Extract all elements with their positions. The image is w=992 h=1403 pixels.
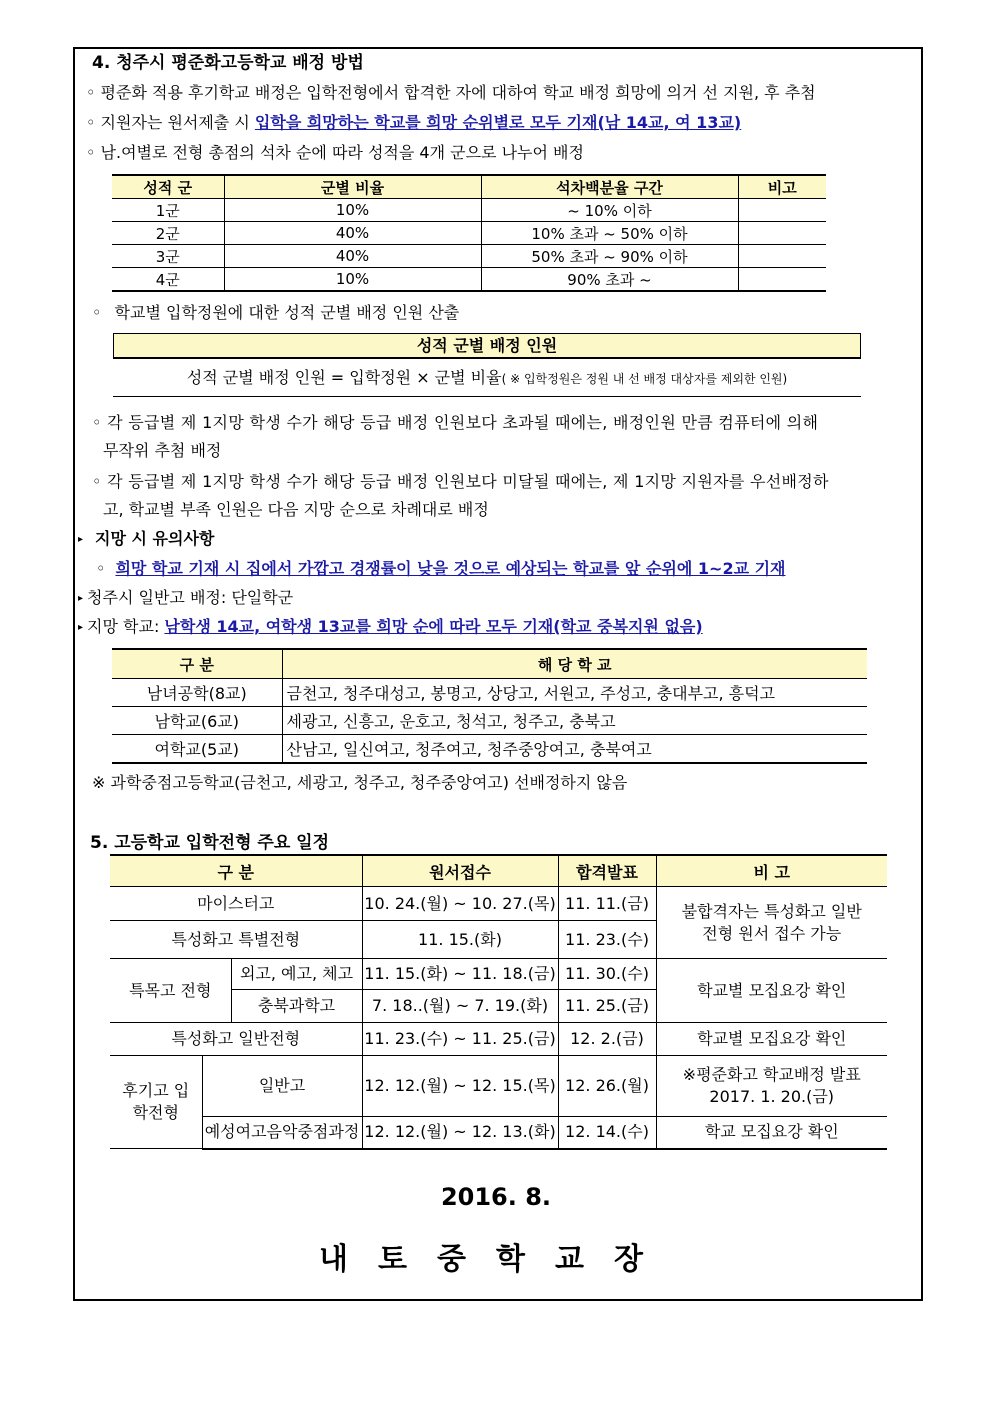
table-header-row bbox=[112, 649, 867, 679]
table-cell bbox=[738, 245, 826, 268]
formula-line bbox=[113, 359, 861, 397]
table-cell: 산남고, 일신여고, 청주여고, 청주중앙여고, 충북여고 bbox=[282, 735, 867, 764]
table-cell: 12. 12.(월) ~ 12. 13.(화) bbox=[362, 1117, 558, 1149]
triangle-bullet-icon: ▸ bbox=[78, 622, 84, 633]
table-cell: 11. 25.(금) bbox=[558, 990, 656, 1023]
excess-text-cont: 무작위 추첨 배정 bbox=[103, 441, 222, 460]
column-header: 비고 bbox=[738, 175, 826, 199]
column-header: 석차백분율 구간 bbox=[481, 175, 738, 199]
bullet-mark: ◦ bbox=[92, 472, 102, 491]
table-cell: 12. 2.(금) bbox=[558, 1023, 656, 1056]
science-note: ※ 과학중점고등학교(금천고, 세광고, 청주고, 청주중앙여고) 선배정하지 않음 bbox=[92, 773, 628, 792]
table-cell: 학교별 모집요강 확인 bbox=[656, 959, 887, 1023]
table-cell: ~ 10% 이하 bbox=[481, 199, 738, 222]
table-cell: 10% bbox=[224, 268, 481, 292]
table-cell: 90% 초과 ~ bbox=[481, 268, 738, 292]
table-row bbox=[110, 1023, 887, 1056]
bullet-line-3 bbox=[86, 142, 584, 164]
application-emphasis: 입학을 희망하는 학교를 희망 순위별로 모두 기재(남 14교, 여 13교) bbox=[254, 113, 742, 132]
table-cell bbox=[738, 199, 826, 222]
table-cell: 12. 26.(월) bbox=[558, 1056, 656, 1117]
table-row bbox=[110, 1056, 887, 1117]
table-cell: 예성여고음악중점과정 bbox=[202, 1117, 362, 1149]
caution-title: 지망 시 유의사항 bbox=[95, 529, 215, 548]
caution-heading bbox=[78, 528, 214, 551]
shortfall-text: 각 등급별 제 1지망 학생 수가 해당 등급 배정 인원보다 미달될 때에는, 제 1지망 지원자를 우선배정하 bbox=[107, 472, 829, 491]
table-cell: 금천고, 청주대성고, 봉명고, 상당고, 서원고, 주성고, 충대부고, 흥덕고 bbox=[282, 679, 867, 707]
column-header: 성적 군 bbox=[112, 175, 224, 199]
formula-title: 성적 군별 배정 인원 bbox=[113, 333, 861, 359]
bullet-line-2 bbox=[86, 112, 741, 134]
choice-text: 지망 학교: bbox=[87, 617, 165, 636]
section4-title: 4. 청주시 평준화고등학교 배정 방법 bbox=[92, 53, 364, 73]
table-header-row bbox=[112, 175, 826, 199]
table-row bbox=[112, 268, 826, 292]
table-cell: 외고, 예고, 체고 bbox=[231, 959, 362, 990]
assignment-principle-text: 평준화 적용 후기학교 배정은 입학전형에서 합격한 자에 대하여 학교 배정 희망에 의거 선 지원, 후 추첨 bbox=[100, 83, 816, 102]
table-cell: 특성화고 일반전형 bbox=[110, 1023, 362, 1056]
table-cell bbox=[738, 222, 826, 245]
column-header: 비 고 bbox=[656, 855, 887, 887]
formula-note: ( ※ 입학정원은 정원 내 선 배정 대상자를 제외한 인원) bbox=[501, 372, 788, 386]
table-cell: 남학교(6교) bbox=[112, 707, 282, 735]
table-row bbox=[110, 959, 887, 990]
shortfall-text-cont: 고, 학교별 부족 인원은 다음 지망 순으로 차례대로 배정 bbox=[103, 500, 489, 519]
column-header: 원서접수 bbox=[362, 855, 558, 887]
column-header: 해 당 학 교 bbox=[282, 649, 867, 679]
table-cell: 특성화고 특별전형 bbox=[110, 921, 362, 959]
bullet-mark: ◦ bbox=[86, 143, 96, 162]
table-cell: 7. 18..(월) ~ 7. 19.(화) bbox=[362, 990, 558, 1023]
bullet-mark: ◦ bbox=[92, 413, 102, 432]
application-text: 지원자는 원서제출 시 bbox=[100, 113, 255, 132]
table-cell: 11. 23.(수) ~ 11. 25.(금) bbox=[362, 1023, 558, 1056]
bullet-line-5 bbox=[92, 412, 818, 434]
table-cell: 11. 11.(금) bbox=[558, 887, 656, 921]
bullet-mark: ◦ bbox=[96, 559, 106, 578]
table-row bbox=[112, 222, 826, 245]
table-cell: 충북과학고 bbox=[231, 990, 362, 1023]
column-header: 합격발표 bbox=[558, 855, 656, 887]
table-cell: 10. 24.(월) ~ 10. 27.(목) bbox=[362, 887, 558, 921]
table-row bbox=[112, 245, 826, 268]
table-cell: 40% bbox=[224, 245, 481, 268]
table-cell: 3군 bbox=[112, 245, 224, 268]
table-cell: 10% 초과 ~ 50% 이하 bbox=[481, 222, 738, 245]
document-date: 2016. 8. bbox=[440, 1183, 552, 1211]
bullet-line-4 bbox=[92, 302, 459, 324]
table-header-row bbox=[110, 855, 887, 887]
bullet-line-6 bbox=[92, 471, 829, 493]
table-cell: 여학교(5교) bbox=[112, 735, 282, 764]
table-row bbox=[110, 887, 887, 921]
table-cell: 세광고, 신흥고, 운호고, 청석고, 청주고, 충북고 bbox=[282, 707, 867, 735]
grade-division-text: 남.여별로 전형 총점의 석차 순에 따라 성적을 4개 군으로 나누어 배정 bbox=[100, 143, 584, 162]
table-cell: 후기고 입학전형 bbox=[110, 1056, 202, 1149]
general-text: 청주시 일반고 배정: 단일학군 bbox=[87, 588, 294, 607]
table-cell: 학교 모집요강 확인 bbox=[656, 1117, 887, 1149]
table-cell: ※평준화고 학교배정 발표 2017. 1. 20.(금) bbox=[656, 1056, 887, 1117]
table-cell: 10% bbox=[224, 199, 481, 222]
choice-emphasis: 남학생 14교, 여학생 13교를 희망 순에 따라 모두 기재(학교 중복지원 없음) bbox=[164, 617, 703, 636]
table-cell: 마이스터고 bbox=[110, 887, 362, 921]
table-cell: 11. 23.(수) bbox=[558, 921, 656, 959]
table-cell: 12. 14.(수) bbox=[558, 1117, 656, 1149]
choice-line bbox=[78, 616, 703, 639]
table-cell: 12. 12.(월) ~ 12. 15.(목) bbox=[362, 1056, 558, 1117]
grade-group-table bbox=[112, 174, 826, 292]
table-cell: 남녀공학(8교) bbox=[112, 679, 282, 707]
table-cell: 학교별 모집요강 확인 bbox=[656, 1023, 887, 1056]
table-row bbox=[112, 735, 867, 764]
table-row bbox=[112, 707, 867, 735]
excess-text: 각 등급별 제 1지망 학생 수가 해당 등급 배정 인원보다 초과될 때에는, 배정인원 만큼 컴퓨터에 의해 bbox=[107, 413, 819, 432]
table-row bbox=[110, 1117, 887, 1149]
table-cell: 2군 bbox=[112, 222, 224, 245]
table-cell: 특목고 전형 bbox=[110, 959, 231, 1023]
table-cell: 1군 bbox=[112, 199, 224, 222]
bullet-mark: ◦ bbox=[86, 113, 96, 132]
table-cell: 11. 15.(화) ~ 11. 18.(금) bbox=[362, 959, 558, 990]
formula-main: 성적 군별 배정 인원 = 입학정원 × 군별 비율 bbox=[186, 368, 502, 387]
table-cell: 50% 초과 ~ 90% 이하 bbox=[481, 245, 738, 268]
caution-emphasis: 희망 학교 기재 시 집에서 가깝고 경쟁률이 낮을 것으로 예상되는 학교를 앞 순위에 1~2교 기재 bbox=[115, 559, 786, 578]
column-header: 군별 비율 bbox=[224, 175, 481, 199]
table-cell: 일반고 bbox=[202, 1056, 362, 1117]
table-cell bbox=[738, 268, 826, 292]
triangle-bullet-icon: ▸ bbox=[78, 593, 84, 604]
table-cell: 11. 30.(수) bbox=[558, 959, 656, 990]
schedule-table bbox=[110, 854, 887, 1150]
general-line bbox=[78, 587, 293, 610]
table-cell: 11. 15.(화) bbox=[362, 921, 558, 959]
triangle-bullet-icon: ▸ bbox=[78, 534, 84, 545]
table-row bbox=[112, 199, 826, 222]
school-table bbox=[112, 648, 867, 764]
bullet-line-1 bbox=[86, 82, 816, 104]
bullet-mark: ◦ bbox=[86, 83, 96, 102]
table-cell: 불합격자는 특성화고 일반전형 원서 접수 가능 bbox=[656, 887, 887, 959]
table-cell: 4군 bbox=[112, 268, 224, 292]
table-cell: 40% bbox=[224, 222, 481, 245]
section5-title: 5. 고등학교 입학전형 주요 일정 bbox=[90, 833, 330, 853]
column-header: 구 분 bbox=[110, 855, 362, 887]
principal-signature: 내토중학교장 bbox=[319, 1242, 673, 1277]
column-header: 구 분 bbox=[112, 649, 282, 679]
bullet-mark: ◦ bbox=[92, 303, 102, 322]
quota-text: 학교별 입학정원에 대한 성적 군별 배정 인원 산출 bbox=[114, 303, 460, 322]
table-row bbox=[112, 679, 867, 707]
caution-line bbox=[96, 558, 786, 580]
